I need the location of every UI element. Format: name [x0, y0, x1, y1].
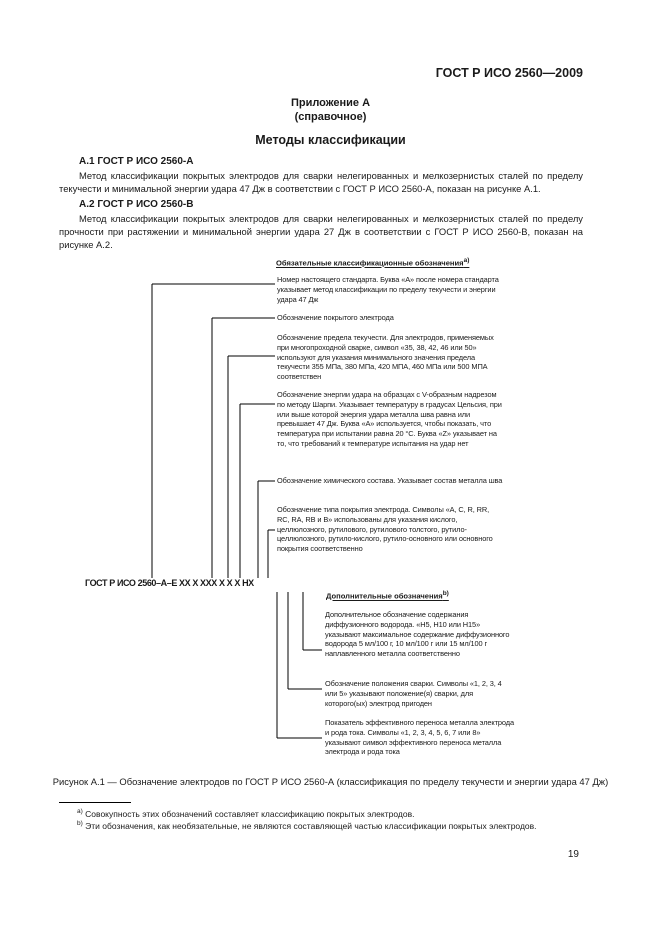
figure-caption: Рисунок А.1 — Обозначение электродов по ГОСТ Р ИСО 2560-А (классификация по пределу текучести и энергии удара 47 Дж): [52, 776, 609, 787]
footnote-a: $^{a)}$ Совокупность этих обозначений составляет классификацию покрытых электродов.: [77, 808, 415, 819]
mandatory-item-impact-energy: Обозначение энергии удара на образцах с V-образным надрезом по методу Шарпи. Указывает температуру в градусах Цельсия, при или выше которой энергия удара металла шва равна или превышает 47 Дж. Буква «А» используется, чтобы показать, что температура при испытании равна 20 °С. Буква «Z» указывает на то, что требований к температуре испытания на удар нет: [277, 390, 502, 448]
section-a1-heading: А.1 ГОСТ Р ИСО 2560-А: [79, 156, 194, 167]
optional-designations-heading: Дополнительные обозначения$^{b)}$: [326, 590, 449, 601]
page-number: 19: [567, 849, 579, 860]
mandatory-item-chemical-composition: Обозначение химического состава. Указывает состав металла шва: [277, 476, 503, 485]
page-title: Методы классификации: [255, 133, 406, 147]
annex-type: (справочное): [294, 111, 367, 123]
mandatory-item-standard: Номер настоящего стандарта. Буква «А» после номера стандарта указывает метод классификации по пределу текучести и энергии удара 47 Дж: [277, 275, 499, 304]
optional-item-metal-recovery: Показатель эффективного переноса металла электрода и рода тока. Символы «1, 2, 3, 4, 5, 6, 7 или 8» указывают символ эффективного переноса металла электрода и рода тока: [325, 718, 514, 757]
mandatory-item-electrode: Обозначение покрытого электрода: [277, 313, 394, 322]
mandatory-item-coating-type: Обозначение типа покрытия электрода. Символы «А, С, R, RR, RC, RA, RB и B» использованы для указания кислого, целлюлозного, рутилового, рутилового толстого, рутило-целлюлозного, рутило-кислого, рутило-основного или основного покрытия соответственно: [277, 505, 493, 554]
section-a2-text: Метод классификации покрытых электродов для сварки нелегированных и мелкозернистых сталей по пределу прочности при растяжении и минимальной энергии удара 27 Дж в соответствии с ГОСТ Р ИСО 2560-В, показан на рисунке А.2.: [59, 213, 583, 250]
annex-label: Приложение А: [290, 97, 371, 109]
mandatory-designations-heading: Обязательные классификационные обозначения$^{а)}$: [276, 257, 470, 268]
optional-item-welding-position: Обозначение положения сварки. Символы «1, 2, 3, 4 или 5» указывают положение(я) сварки, для которого(ых) электрод пригоден: [325, 679, 502, 708]
optional-item-hydrogen: Дополнительное обозначение содержания диффузионного водорода. «Н5, Н10 или Н15» указывают максимальное содержание диффузионного водорода 5 мл/100 г, 10 мл/100 г или 15 мл/100 г наплавленного металла соответственно: [325, 610, 510, 659]
designation-code: ГОСТ Р ИСО 2560–А–Е XX X XXX X X X HX: [85, 578, 254, 588]
section-a2-heading: А.2 ГОСТ Р ИСО 2560-В: [79, 199, 194, 210]
section-a1-text: Метод классификации покрытых электродов для сварки нелегированных и мелкозернистых сталей по пределу текучести и минимальной энергии удара 47 Дж в соответствии с ГОСТ Р ИСО 2560-А, показан на рисунке А.1.: [59, 170, 583, 194]
document-header-code: ГОСТ Р ИСО 2560—2009: [435, 66, 583, 80]
footnote-b: $^{b)}$ Эти обозначения, как необязательные, не являются составляющей частью классификации покрытых электродов.: [77, 820, 537, 831]
footnote-separator: [59, 802, 131, 803]
mandatory-item-yield-strength: Обозначение предела текучести. Для электродов, применяемых при многопроходной сварке, символ «35, 38, 42, 46 или 50» используют для указания минимального значения предела текучести 355 МПа, 380 МПа, 420 МПА, 460 МПа или 500 МПА соответствен: [277, 333, 494, 382]
